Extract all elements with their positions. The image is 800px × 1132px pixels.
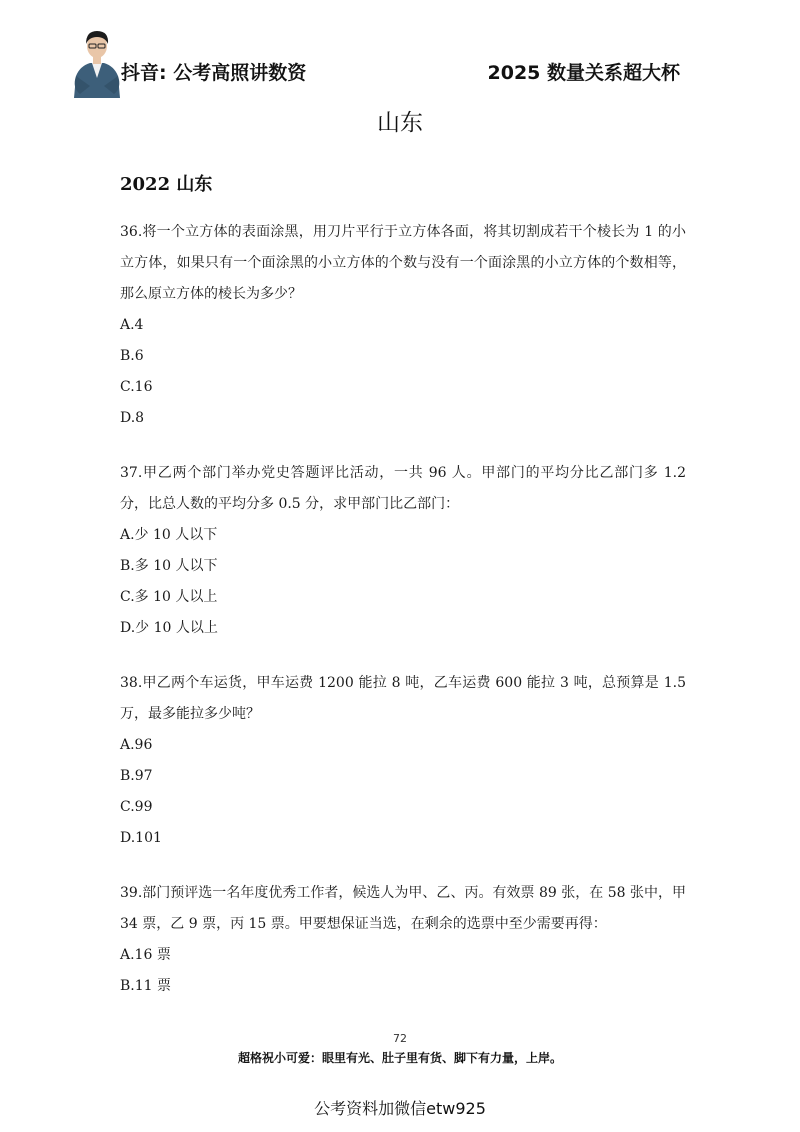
question-stem: 37.甲乙两个部门举办党史答题评比活动，一共 96 人。甲部门的平均分比乙部门多 1.2 分，比总人数的平均分多 0.5 分，求甲部门比乙部门： bbox=[120, 465, 686, 512]
question-37 bbox=[120, 458, 686, 644]
option-a: A.少 10 人以下 bbox=[120, 527, 218, 543]
watermark-text: 公考资料加微信etw925 bbox=[314, 1099, 486, 1118]
footer-slogan: 超格祝小可爱：眼里有光、肚子里有货、脚下有力量，上岸。 bbox=[237, 1051, 562, 1065]
option-b: B.11 票 bbox=[120, 978, 172, 994]
option-d: D.101 bbox=[120, 830, 162, 846]
option-c: C.16 bbox=[120, 379, 153, 395]
option-b: B.多 10 人以下 bbox=[120, 558, 218, 574]
option-d: D.8 bbox=[120, 410, 145, 426]
option-a: A.4 bbox=[120, 317, 144, 333]
question-list bbox=[120, 217, 686, 1026]
section-heading: 2022 山东 bbox=[120, 174, 213, 195]
question-stem: 39.部门预评选一名年度优秀工作者，候选人为甲、乙、丙。有效票 89 张，在 58 张中，甲 34 票，乙 9 票，丙 15 票。甲要想保证当选，在剩余的选票中至少需要再得： bbox=[120, 885, 686, 932]
question-38 bbox=[120, 668, 686, 854]
question-stem: 36.将一个立方体的表面涂黑，用刀片平行于立方体各面，将其切割成若干个棱长为 1 的小立方体，如果只有一个面涂黑的小立方体的个数与没有一个面涂黑的小立方体的个数相等，那么原立方体的棱长为多少？ bbox=[120, 224, 686, 302]
option-c: C.99 bbox=[120, 799, 153, 815]
page-number: 72 bbox=[393, 1032, 407, 1045]
option-c: C.多 10 人以上 bbox=[120, 589, 218, 605]
option-a: A.16 票 bbox=[120, 947, 171, 963]
question-39 bbox=[120, 878, 686, 1002]
header-right-text: 2025 数量关系超大杯 bbox=[487, 62, 680, 84]
avatar bbox=[70, 26, 124, 98]
option-b: B.6 bbox=[120, 348, 144, 364]
option-b: B.97 bbox=[120, 768, 153, 784]
question-36 bbox=[120, 217, 686, 434]
option-d: D.少 10 人以上 bbox=[120, 620, 218, 636]
header-left-text: 抖音: 公考高照讲数资 bbox=[121, 62, 307, 84]
page-title: 山东 bbox=[377, 110, 423, 136]
option-a: A.96 bbox=[120, 737, 153, 753]
question-stem: 38.甲乙两个车运货，甲车运费 1200 能拉 8 吨，乙车运费 600 能拉 3 吨，总预算是 1.5 万，最多能拉多少吨？ bbox=[120, 675, 686, 722]
